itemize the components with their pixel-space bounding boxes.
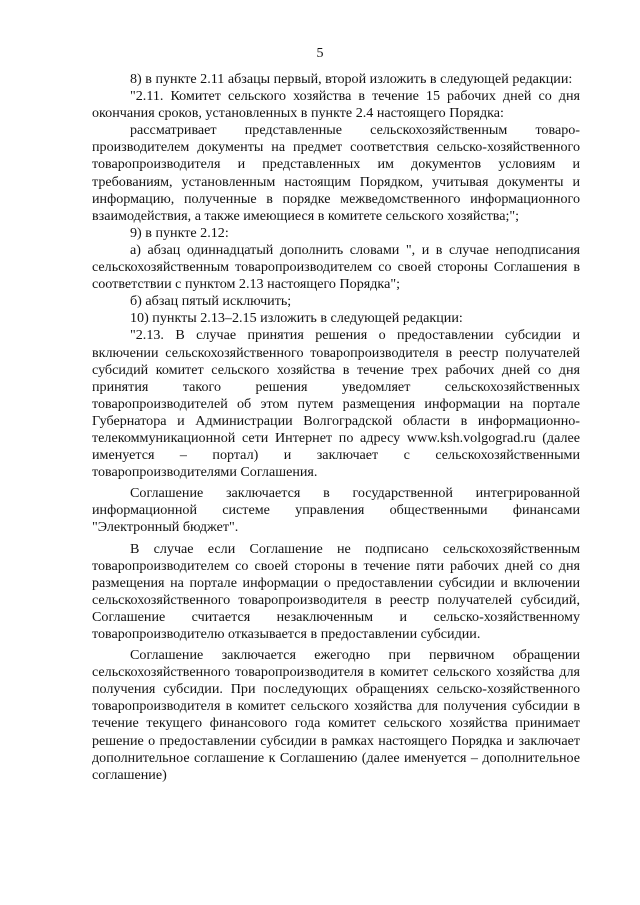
paragraph: рассматривает представленные сельскохозяйственным товаро-производителем документы на предмет соответствия сельско-хозяйственного товаропроизводителя и представленных им документов условиям и требованиям, установленным настоящим Порядком, учитывая документы и информацию, полученные в порядке межведомственного информационного взаимодействия, а также имеющиеся в комитете сельского хозяйства;"; [92,122,580,224]
paragraph: Соглашение заключается ежегодно при первичном обращении сельскохозяйственного товаропроизводителя в комитет сельского хозяйства для получения субсидии. При последующих обращениях сельско-хозяйственного товаропроизводителя в комитет сельского хозяйства для получения субсидии в течение текущего финансового года комитет сельского хозяйства принимает решение о предоставлении субсидии в рамках настоящего Порядка и заключает дополнительное соглашение к Соглашению (далее именуется – дополнительное соглашение) [92,647,580,783]
document-body [92,71,580,784]
paragraph: 10) пункты 2.13–2.15 изложить в следующей редакции: [130,310,463,327]
paragraph: "2.13. В случае принятия решения о предоставлении субсидии и включении сельскохозяйственного товаропроизводителя в реестр получателей субсидий комитет сельского хозяйства в течение трех рабочих дней со дня принятия такого решения уведомляет сельскохозяйственных товаропроизводителей об этом путем размещения информации на портале Губернатора и Администрации Волгоградской области в информационно-телекоммуникационной сети Интернет по адресу www.ksh.volgograd.ru (далее именуется – портал) и заключает с сельскохозяйственными товаропроизводителями Соглашения. [92,327,580,481]
paragraph: 9) в пункте 2.12: [130,224,229,241]
paragraph: "2.11. Комитет сельского хозяйства в течение 15 рабочих дней со дня окончания сроков, установленных в пункте 2.4 настоящего Порядка: [92,88,580,122]
paragraph: В случае если Соглашение не подписано сельскохозяйственным товаропроизводителем со своей стороны в течение пяти рабочих дней со дня размещения на портале информации о предоставлении субсидии и включении сельскохозяйственного товаропроизводителя в реестр получателей субсидий, Соглашение считается незаключенным и сельско-хозяйственному товаропроизводителю отказывается в предоставлении субсидии. [92,540,580,642]
paragraph: б) абзац пятый исключить; [130,293,292,310]
paragraph: Соглашение заключается в государственной интегрированной информационной системе управления общественными финансами "Электронный бюджет". [92,485,580,536]
page-number: 5 [316,46,324,61]
paragraph: 8) в пункте 2.11 абзацы первый, второй изложить в следующей редакции: [130,71,573,87]
paragraph: а) абзац одиннадцатый дополнить словами ", и в случае неподписания сельскохозяйственным товаропроизводителем со своей стороны Соглашения в соответствии с пунктом 2.13 настоящего Порядка"; [92,241,580,293]
